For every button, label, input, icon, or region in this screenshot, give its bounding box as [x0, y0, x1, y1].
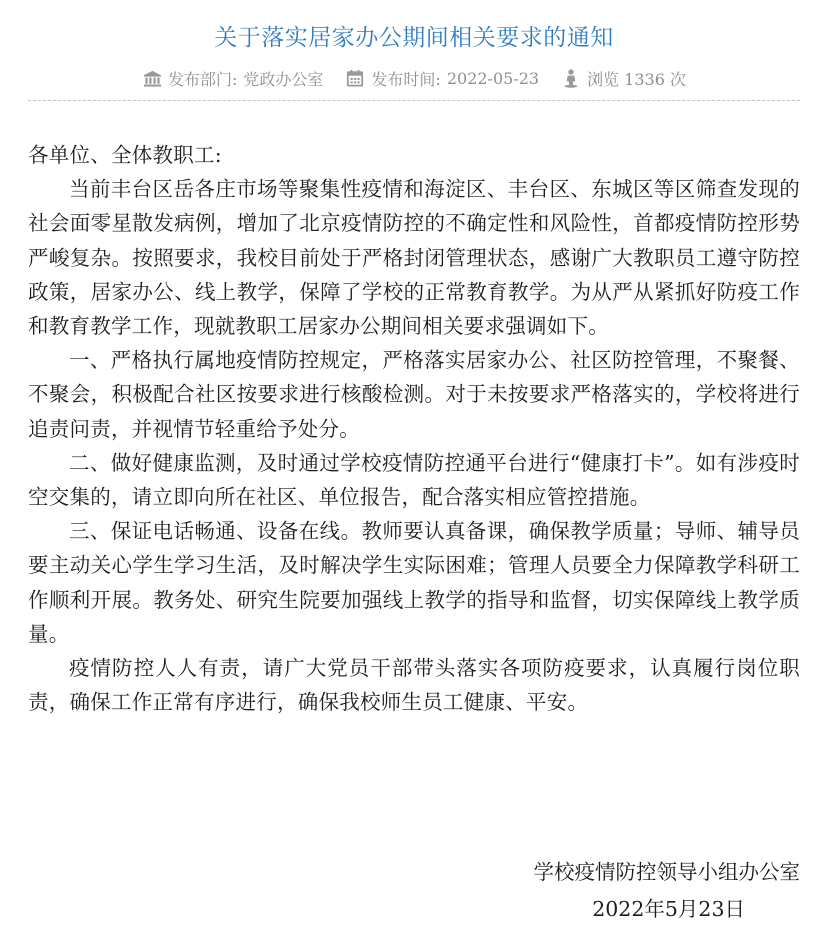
calendar-icon — [345, 68, 365, 88]
meta-views — [561, 67, 686, 90]
meta-date — [345, 67, 539, 90]
page-title: 关于落实居家办公期间相关要求的通知 — [214, 25, 614, 51]
meta-department-label: 发布部门: — [168, 69, 238, 89]
signature-date: 2022年5月23日 — [592, 897, 745, 921]
signature-organization: 学校疫情防控领导小组办公室 — [533, 860, 800, 884]
meta-department — [142, 67, 323, 90]
meta-views-value: 浏览 1336 次 — [587, 69, 686, 89]
salutation: 各单位、全体教职工: — [28, 143, 222, 167]
meta-date-value: 2022-05-23 — [446, 68, 540, 88]
article-header — [28, 0, 800, 109]
signature-block — [534, 854, 801, 928]
paragraph-item-1: 一、严格执行属地疫情防控规定，严格落实居家办公、社区防控管理，不聚餐、不聚会，积极配合社区按要求进行核酸检测。对于未按要求严格落实的，学校将进行追责问责，并视情节轻重给予处分。 — [28, 348, 800, 441]
paragraph-intro: 当前丰台区岳各庄市场等聚集性疫情和海淀区、丰台区、东城区等区筛查发现的社会面零星散发病例，增加了北京疫情防控的不确定性和风险性，首都疫情防控形势严峻复杂。按照要求，我校目前处于严格封闭管理状态，感谢广大教职员工遵守防控政策，居家办公、线上教学，保障了学校的正常教育教学。为从严从紧抓好防疫工作和教育教学工作，现就教职工居家办公期间相关要求强调如下。 — [28, 177, 800, 339]
paragraph-item-3: 三、保证电话畅通、设备在线。教师要认真备课，确保教学质量；导师、辅导员要主动关心学生学习生活，及时解决学生实际困难；管理人员要全力保障教学科研工作顺利开展。教务处、研究生院要加强线上教学的指导和监督，切实保障线上教学质量。 — [28, 519, 800, 646]
meta-department-value: 党政办公室 — [243, 69, 324, 89]
institution-icon — [142, 68, 162, 88]
person-icon — [561, 68, 581, 88]
paragraph-closing: 疫情防控人人有责，请广大党员干部带头落实各项防疫要求，认真履行岗位职责，确保工作正常有序进行，确保我校师生员工健康、平安。 — [28, 656, 800, 715]
paragraph-item-2: 二、做好健康监测，及时通过学校疫情防控通平台进行“健康打卡”。如有涉疫时空交集的，请立即向所在社区、单位报告，配合落实相应管控措施。 — [28, 450, 800, 510]
article-body — [28, 138, 800, 719]
meta-date-label: 发布时间: — [371, 69, 441, 89]
header-divider — [28, 100, 800, 101]
article-meta — [28, 66, 800, 90]
